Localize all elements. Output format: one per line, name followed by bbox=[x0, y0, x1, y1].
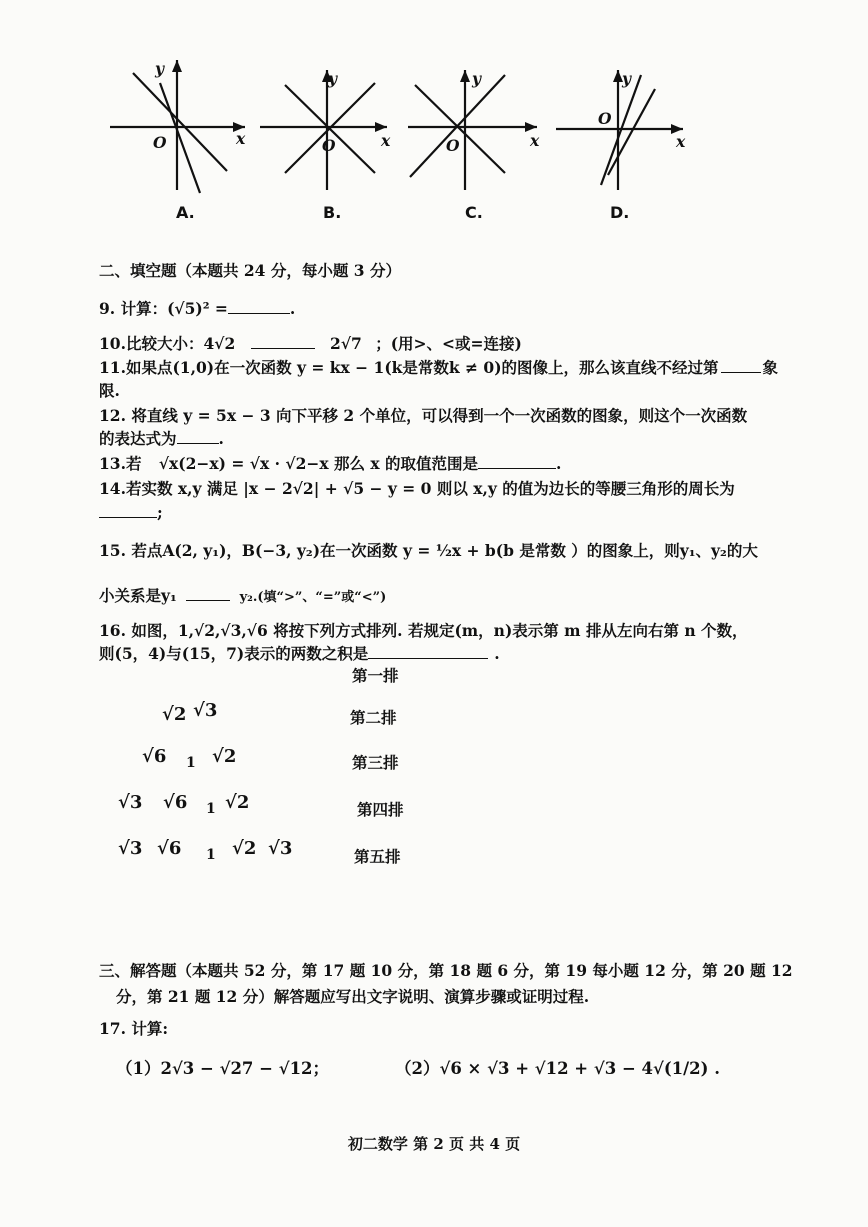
q11 bbox=[99, 357, 778, 379]
q17-label: 17. 计算: bbox=[99, 1019, 169, 1038]
q14-end: ; bbox=[157, 503, 163, 522]
page-footer: 初二数学 第 2 页 共 4 页 bbox=[347, 1135, 521, 1153]
graph-a-y-label: y bbox=[155, 59, 165, 78]
q15-line1: 15. 若点A(2, y₁)，B(−3, y₂)在一次函数 y = ½x + b(b 是常数 ）的图象上，则y₁、y₂的大 bbox=[99, 541, 758, 560]
q13-blank bbox=[478, 454, 556, 469]
row3-label: 第三排 bbox=[352, 753, 399, 772]
row5-label: 第五排 bbox=[354, 847, 401, 866]
row4-label: 第四排 bbox=[357, 800, 404, 819]
section3-line1: 三、解答题（本题共 52 分，第 17 题 10 分，第 18 题 6 分，第 19 每小题 12 分，第 20 题 12 bbox=[99, 961, 793, 980]
row5-item-3: 1 bbox=[206, 847, 216, 863]
row4-item-2: √6 bbox=[163, 792, 188, 813]
q13-expr: √x(2−x) = √x · √2−x 那么 x 的取值范围是 bbox=[158, 454, 479, 473]
q10-blank bbox=[251, 334, 315, 349]
q13 bbox=[99, 453, 561, 475]
graph-d-y-label: y bbox=[622, 69, 632, 88]
graph-d-x-label: x bbox=[676, 132, 686, 151]
graph-d-origin-label: O bbox=[598, 109, 612, 128]
row5-item-4: √2 bbox=[232, 838, 257, 859]
q16-blank bbox=[368, 644, 488, 659]
graph-b-origin-label: O bbox=[322, 136, 336, 155]
q14-blank bbox=[99, 503, 157, 518]
graph-a-x-label: x bbox=[236, 129, 246, 148]
q9-end: . bbox=[289, 299, 296, 318]
q13-prefix: 13.若 bbox=[99, 454, 142, 473]
row2-label: 第二排 bbox=[350, 708, 397, 727]
q17-part2: （2）√6 × √3 + √12 + √3 − 4√(1/2) . bbox=[395, 1059, 720, 1078]
row3-item-3: √2 bbox=[212, 746, 237, 767]
graph-a bbox=[105, 55, 255, 195]
graph-b-y-label: y bbox=[328, 69, 338, 88]
q16-line2: 则(5，4)与(15，7)表示的两数之积是 bbox=[99, 644, 369, 663]
q10-text: 10.比较大小：4√2 bbox=[99, 334, 236, 353]
row3-item-2: 1 bbox=[186, 755, 196, 771]
q9-blank bbox=[228, 299, 290, 314]
q17-part1: （1）2√3 − √27 − √12； bbox=[116, 1059, 330, 1078]
q11-line2: 限. bbox=[99, 381, 120, 400]
q9-text: 9. 计算：(√5)² = bbox=[99, 299, 228, 318]
q11-line1: 11.如果点(1,0)在一次函数 y = kx − 1(k是常数k ≠ 0)的图像上，那么该直线不经过第 bbox=[99, 358, 719, 377]
row5-item-2: √6 bbox=[157, 838, 182, 859]
row2-item-2: √3 bbox=[193, 700, 218, 721]
q9 bbox=[99, 298, 295, 320]
row5-item-5: √3 bbox=[268, 838, 293, 859]
q14-line1: 14.若实数 x,y 满足 |x − 2√2| + √5 − y = 0 则以 x,y 的值为边长的等腰三角形的周长为 bbox=[99, 479, 735, 498]
q12-blank bbox=[177, 429, 219, 444]
q12-line2: 的表达式为 bbox=[99, 429, 177, 448]
q16-line1: 16. 如图，1,√2,√3,√6 将按下列方式排列. 若规定(m，n)表示第 m 排从左向右第 n 个数， bbox=[99, 621, 748, 640]
graph-b-letter: B. bbox=[323, 203, 342, 222]
q10-mid: 2√7 bbox=[330, 334, 362, 353]
row3-item-1: √6 bbox=[142, 746, 167, 767]
graph-c-letter: C. bbox=[465, 203, 483, 222]
section2-heading: 二、填空题（本题共 24 分，每小题 3 分） bbox=[99, 261, 401, 280]
graph-c-origin-label: O bbox=[446, 136, 460, 155]
q15 bbox=[99, 585, 386, 609]
q12-end: . bbox=[218, 429, 224, 448]
q15-blank bbox=[186, 586, 230, 601]
section3-line2: 分，第 21 题 12 分）解答题应写出文字说明、演算步骤或证明过程. bbox=[116, 987, 590, 1006]
graph-b-x-label: x bbox=[381, 131, 391, 150]
graph-a-origin-label: O bbox=[153, 133, 167, 152]
q14 bbox=[99, 502, 163, 524]
graph-a-letter: A. bbox=[176, 203, 195, 222]
row2-item-1: √2 bbox=[162, 704, 187, 725]
q16 bbox=[99, 643, 500, 665]
graph-d-letter: D. bbox=[610, 203, 630, 222]
q15-line2: 小关系是y₁ bbox=[99, 586, 177, 605]
q15-line2b: y₂.(填“>”、“=”或“<”) bbox=[239, 590, 387, 605]
graph-c-y-label: y bbox=[472, 69, 482, 88]
graph-c-x-label: x bbox=[530, 131, 540, 150]
q11-blank bbox=[721, 358, 761, 373]
q11-end: 象 bbox=[762, 358, 779, 377]
row1-label: 第一排 bbox=[352, 666, 399, 685]
q13-end: . bbox=[556, 454, 562, 473]
q10-suffix: ；(用>、<或=连接) bbox=[375, 334, 522, 353]
q10 bbox=[99, 333, 522, 355]
q12-line1: 12. 将直线 y = 5x − 3 向下平移 2 个单位，可以得到一个一次函数的图象，则这个一次函数 bbox=[99, 406, 748, 425]
row4-item-4: √2 bbox=[225, 792, 250, 813]
q12 bbox=[99, 428, 224, 450]
row4-item-3: 1 bbox=[206, 801, 216, 817]
row5-item-1: √3 bbox=[118, 838, 143, 859]
row4-item-1: √3 bbox=[118, 792, 143, 813]
q16-end: . bbox=[494, 644, 500, 663]
